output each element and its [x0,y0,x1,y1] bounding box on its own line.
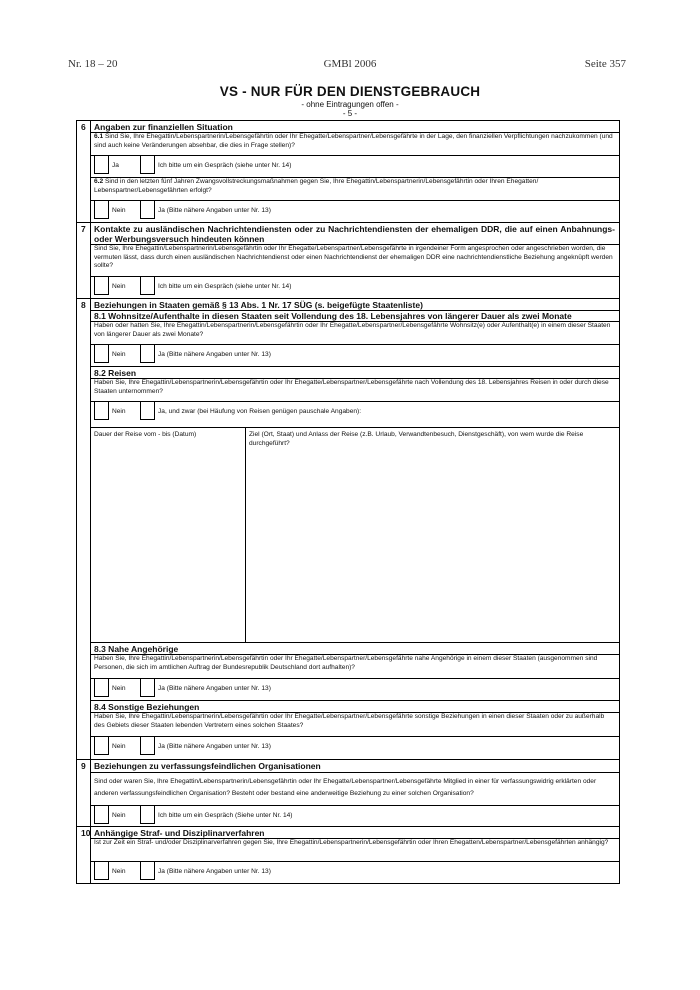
question-6-2: 6.2 Sind in den letzten fünf Jahren Zwangsvollstreckungsmaßnahmen gegen Sie, Ihre Ehegattin/Lebenspartnerin/Lebensgefährtin oder Ihren Ehegatten/ Lebenspartner/Lebensgefährten erfolgt? [94,178,539,194]
option-label: Ja [112,162,119,169]
option-label: Nein [112,408,126,415]
section-9-heading: Beziehungen zu verfassungsfeindlichen Organisationen [94,761,321,771]
option-label: Nein [112,283,126,290]
section-8-heading: Beziehungen in Staaten gemäß § 13 Abs. 1 Nr. 17 SÜG (s. beigefügte Staatenliste) [94,300,423,310]
checkbox-6-2-nein[interactable] [94,201,109,219]
travel-dates-column-header: Dauer der Reise vom - bis (Datum) [94,431,197,438]
section-6-number: 6 [81,122,86,132]
checkbox-7-nein[interactable] [94,277,109,295]
checkbox-8-4-nein[interactable] [94,737,109,755]
checkbox-6-1-gespraech[interactable] [140,156,155,174]
question-10: Ist zur Zeit ein Straf- und/oder Disziplinarverfahren gegen Sie, Ihre Ehegattin/Lebenspartnerin/Lebensgefährtin oder Ihren Ehegatten/Lebenspartner/Lebensgefährten anhängig? [94,839,609,846]
option-label: Ich bitte um ein Gespräch (Siehe unter Nr. 14) [158,812,293,819]
option-label: Nein [112,743,126,750]
travel-destination-column-header: Ziel (Ort, Staat) und Anlass der Reise (z.B. Urlaub, Verwandtenbesuch, Dienstgeschäft), von wem wurde die Reise durchgeführt? [249,431,584,447]
option-label: Nein [112,812,126,819]
checkbox-8-2-ja[interactable] [140,402,155,420]
checkbox-8-1-nein[interactable] [94,345,109,363]
option-label: Nein [112,207,126,214]
classification-title: VS - NUR FÜR DEN DIENSTGEBRAUCH [219,84,481,99]
page-number: - 5 - [342,109,358,118]
option-label: Ja (Bitte nähere Angaben unter Nr. 13) [158,868,271,875]
checkbox-9-gespraech[interactable] [140,806,155,824]
option-label: Ja, und zwar (bei Häufung von Reisen genügen pauschale Angaben): [158,408,362,415]
header-issue-number: Nr. 18 – 20 [68,58,118,70]
checkbox-8-1-ja[interactable] [140,345,155,363]
option-label: Ja (Bitte nähere Angaben unter Nr. 13) [158,351,271,358]
checkbox-10-ja[interactable] [140,862,155,880]
checkbox-6-1-ja[interactable] [94,156,109,174]
option-label: Ja (Bitte nähere Angaben unter Nr. 13) [158,207,271,214]
travel-destination-entry-area[interactable] [246,451,618,641]
section-10-heading: Anhängige Straf- und Disziplinarverfahren [94,828,265,838]
option-label: Nein [112,685,126,692]
section-9-number: 9 [81,761,86,771]
option-label: Nein [112,868,126,875]
section-7-heading: Kontakte zu ausländischen Nachrichtendiensten oder zu Nachrichtendiensten der ehemaligen DDR, die auf einen Anbahnungs- oder Werbungsversuch hindeuten können [94,224,615,244]
option-label: Ich bitte um ein Gespräch (siehe unter Nr. 14) [158,162,292,169]
question-8-2: Haben Sie, Ihre Ehegattin/Lebenspartnerin/Lebensgefährtin oder Ihr Ehegatte/Lebenspartner/Lebensgefährte nach Vollendung des 18. Lebensjahres Reisen in oder durch diese Staaten unternommen? [94,379,609,395]
option-label: Ich bitte um ein Gespräch (siehe unter Nr. 14) [158,283,292,290]
section-8-4-heading: 8.4 Sonstige Beziehungen [94,702,200,712]
checkbox-9-nein[interactable] [94,806,109,824]
checkbox-8-2-nein[interactable] [94,402,109,420]
question-8-4: Haben Sie, Ihre Ehegattin/Lebenspartnerin/Lebensgefährtin oder Ihr Ehegatte/Lebenspartner/Lebensgefährte sonstige Beziehungen in einen dieser Staaten oder zu außerhalb des Gebiets dieser Staaten lebenden Vertretern eines solchen Staates? [94,713,605,729]
header-journal: GMBl 2006 [323,58,377,70]
question-8-1: Haben oder hatten Sie, Ihre Ehegattin/Lebenspartnerin/Lebensgefährtin oder Ihr Ehegatte/Lebenspartner/Lebensgefährte Wohnsitz(e) oder Aufenthalt(e) in einem dieser Staaten von längerer Dauer als zwei Monate? [94,322,611,338]
header-page: Seite 357 [584,58,626,70]
section-10-number: 10 [81,828,91,838]
checkbox-8-4-ja[interactable] [140,737,155,755]
checkbox-6-2-ja[interactable] [140,201,155,219]
section-8-number: 8 [81,300,86,310]
section-6-heading: Angaben zur finanziellen Situation [94,122,233,132]
section-7-number: 7 [81,224,86,234]
question-6-1: 6.1 Sind Sie, Ihre Ehegattin/Lebenspartnerin/Lebensgefährtin oder Ihr Ehegatte/Lebenspartner/Lebensgefährte in der Lage, den finanziellen Verpflichtungen nachzukommen (und sind auch keine Veränderungen absehbar, die dies in Frage stellen)? [94,133,613,149]
section-8-1-heading: 8.1 Wohnsitze/Aufenthalte in diesen Staaten seit Vollendung des 18. Lebensjahres von längerer Dauer als zwei Monate [94,311,572,321]
checkbox-8-3-nein[interactable] [94,679,109,697]
travel-dates-entry-area[interactable] [91,451,244,641]
checkbox-7-gespraech[interactable] [140,277,155,295]
section-8-3-heading: 8.3 Nahe Angehörige [94,644,179,654]
checkbox-10-nein[interactable] [94,862,109,880]
questionnaire-form [76,120,620,884]
classification-subtitle: - ohne Eintragungen offen - [301,100,399,109]
question-8-3: Haben Sie, Ihre Ehegattin/Lebenspartnerin/Lebensgefährtin oder Ihr Ehegatte/Lebenspartner/Lebensgefährte nahe Angehörige in einem dieser Staaten (ausgenommen sind Personen, die sich im amtlichen Auftrag der Bundesrepublik Deutschland dort aufhalten)? [94,655,598,671]
option-label: Ja (Bitte nähere Angaben unter Nr. 13) [158,743,271,750]
section-8-2-heading: 8.2 Reisen [94,368,137,378]
checkbox-8-3-ja[interactable] [140,679,155,697]
question-9: Sind oder waren Sie, Ihre Ehegattin/Lebenspartnerin/Lebensgefährtin oder Ihr Ehegatte/Lebenspartner/Lebensgefährte Mitglied in einer für verfassungswidrig erklärten oder anderen verfassungsfeindlichen Organisation? Besteht oder bestand eine anderweitige Beziehung zu einer solchen Organisation? [94,778,597,797]
option-label: Ja (Bitte nähere Angaben unter Nr. 13) [158,685,271,692]
option-label: Nein [112,351,126,358]
question-7: Sind Sie, Ihre Ehegattin/Lebenspartnerin/Lebensgefährtin oder Ihr Ehegatte/Lebenspartner/Lebensgefährte in irgendeiner Form angesprochen oder angeschrieben worden, die vermuten lässt, dass durch einen ausländischen Nachrichtendienst oder einen Nachrichtendienst der ehemaligen DDR eine nachrichtendienstliche Beziehung angeknüpft werden sollte? [94,245,613,270]
